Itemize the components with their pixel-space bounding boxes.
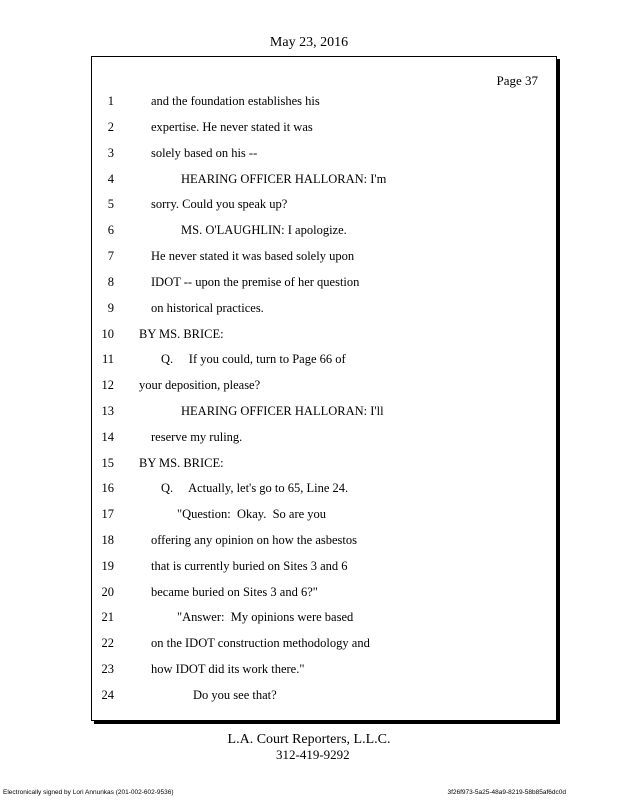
line-number: 20 — [101, 585, 114, 599]
line-text: Do you see that? — [193, 688, 277, 702]
line-number: 15 — [101, 456, 114, 470]
line-number: 24 — [101, 688, 114, 702]
line-text: Q. If you could, turn to Page 66 of — [161, 352, 346, 366]
reporter-company: L.A. Court Reporters, L.L.C. — [227, 732, 391, 747]
line-text: He never stated it was based solely upon — [151, 249, 355, 263]
line-text: and the foundation establishes his — [151, 94, 320, 108]
line-text: reserve my ruling. — [151, 430, 243, 444]
line-text: IDOT -- upon the premise of her question — [151, 275, 360, 289]
line-text: how IDOT did its work there." — [151, 662, 305, 676]
line-text: that is currently buried on Sites 3 and 6 — [151, 559, 348, 573]
line-text: became buried on Sites 3 and 6?" — [151, 585, 318, 599]
line-number: 23 — [101, 662, 114, 676]
reporter-phone: 312-419-9292 — [276, 747, 350, 762]
line-text: offering any opinion on how the asbestos — [151, 533, 357, 547]
line-text: Q. Actually, let's go to 65, Line 24. — [161, 481, 349, 495]
line-number: 10 — [101, 327, 114, 341]
line-number: 14 — [101, 430, 114, 444]
line-text: on the IDOT construction methodology and — [151, 636, 370, 650]
line-number: 3 — [107, 146, 114, 160]
line-number: 2 — [107, 120, 114, 134]
line-number: 11 — [101, 352, 114, 366]
line-text: MS. O'LAUGHLIN: I apologize. — [181, 223, 347, 237]
transcript-date: May 23, 2016 — [269, 35, 349, 50]
page-number: Page 37 — [496, 73, 538, 88]
line-number: 5 — [107, 197, 114, 211]
line-number: 9 — [107, 301, 114, 315]
line-number: 16 — [101, 481, 114, 495]
line-text: HEARING OFFICER HALLORAN: I'll — [181, 404, 384, 418]
document-id: 3f26f973-5a25-48a9-8219-58b85af6dc0d — [447, 789, 566, 796]
line-text: solely based on his -- — [151, 146, 258, 160]
line-number: 12 — [101, 378, 114, 392]
line-text: on historical practices. — [151, 301, 264, 315]
line-text: BY MS. BRICE: — [139, 327, 224, 341]
line-number: 7 — [107, 249, 114, 263]
line-text: HEARING OFFICER HALLORAN: I'm — [181, 172, 387, 186]
line-number: 18 — [101, 533, 114, 547]
line-number: 8 — [107, 275, 114, 289]
line-number: 17 — [101, 507, 114, 521]
line-number: 6 — [107, 223, 114, 237]
line-text: your deposition, please? — [139, 378, 261, 392]
line-text: sorry. Could you speak up? — [151, 197, 288, 211]
electronic-signature-note: Electronically signed by Lori Annunkas (201-002-602-9536) — [3, 789, 174, 796]
line-text: "Answer: My opinions were based — [177, 610, 354, 624]
line-number: 4 — [107, 172, 114, 186]
line-text: "Question: Okay. So are you — [177, 507, 327, 521]
line-number: 22 — [101, 636, 114, 650]
line-number: 1 — [107, 94, 114, 108]
line-number: 19 — [101, 559, 114, 573]
line-text: BY MS. BRICE: — [139, 456, 224, 470]
line-number: 21 — [101, 610, 114, 624]
line-number: 13 — [101, 404, 114, 418]
line-text: expertise. He never stated it was — [151, 120, 313, 134]
